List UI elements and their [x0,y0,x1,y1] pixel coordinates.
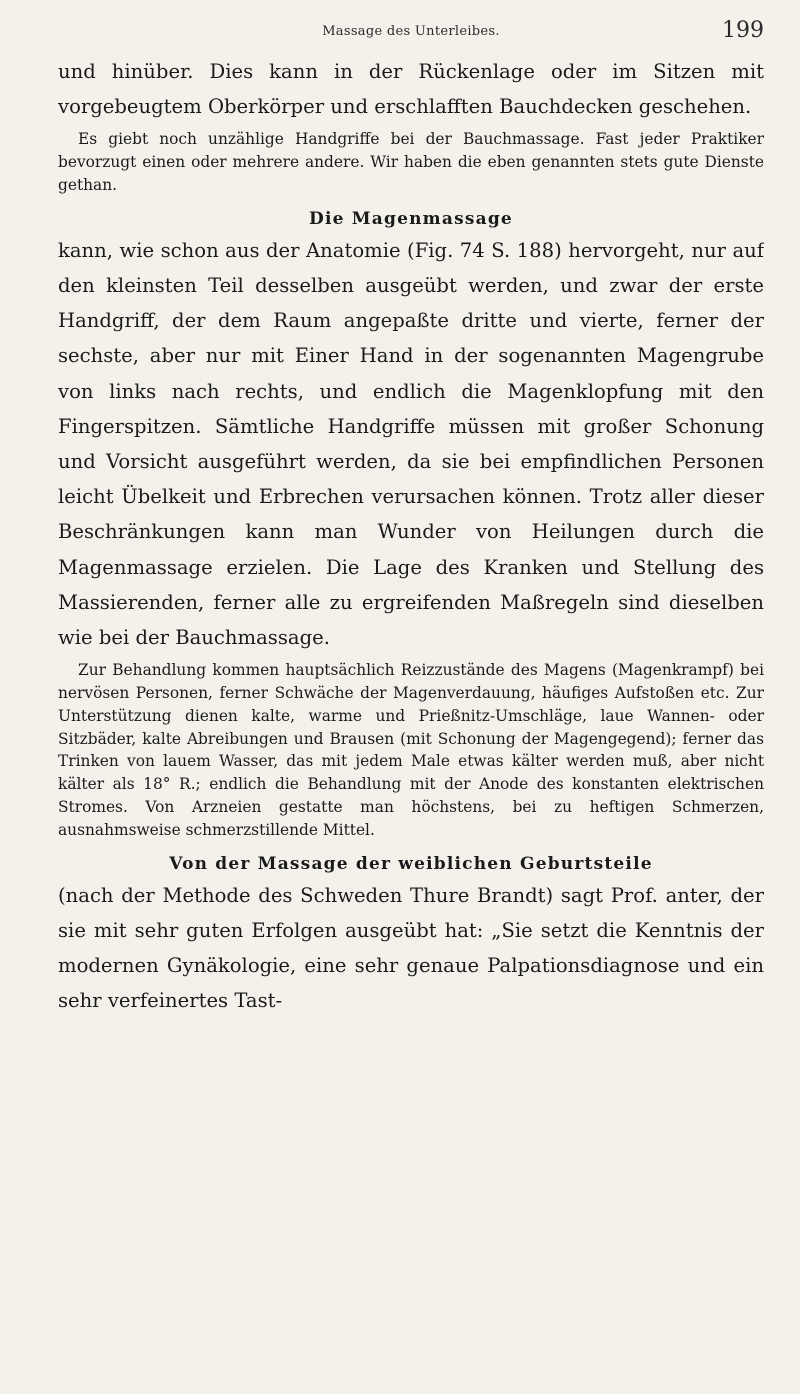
page-header [58,18,764,54]
running-title: Massage des Unterleibes. [322,24,500,39]
body-paragraph: (nach der Methode des Schweden Thure Brandt) sagt Prof. anter, der sie mit sehr guten Erfolgen ausgeübt hat: „Sie setzt die Kenntnis der modernen Gynäkologie, eine sehr genaue Palpationsdiagnose und ein sehr verfeinertes Tast- [58,883,764,1013]
book-page [58,18,764,1378]
page-number: 199 [722,18,764,43]
note-paragraph: Zur Behandlung kommen hauptsächlich Reizzustände des Magens (Magenkrampf) bei nervösen Personen, ferner Schwäche der Magenverdauung, häufiges Aufstoßen etc. Zur Unterstützung dienen kalte, warme und Prießnitz-Umschläge, laue Wannen- oder Sitzbäder, kalte Abreibungen und Brausen (mit Schonung der Magengegend); ferner das Trinken von lauem Wasser, das mit jedem Male etwas kälter werden muß, aber nicht kälter als 18° R.; endlich die Behandlung mit der Anode des konstanten elektrischen Stromes. Von Arzneien gestatte man höchstens, bei zu heftigen Schmerzen, ausnahmsweise schmerzstillende Mittel. [58,661,764,839]
body-paragraph: und hinüber. Dies kann in der Rückenlage oder im Sitzen mit vorgebeugtem Oberkörper und erschlafften Bauchdecken geschehen. [58,60,764,119]
section-heading: Die Magenmassage [309,208,513,229]
body-paragraph: kann, wie schon aus der Anatomie (Fig. 74 S. 188) hervorgeht, nur auf den kleinsten Teil desselben ausgeübt werden, und zwar der erste Handgriff, der dem Raum angepaßte dritte und vierte, ferner der sechste, aber nur mit Einer Hand in der sogenannten Magengrube von links nach rechts, und endlich die Magenklopfung mit den Fingerspitzen. Sämtliche Handgriffe müssen mit großer Schonung und Vorsicht ausgeführt werden, da sie bei empfindlichen Personen leicht Übelkeit und Erbrechen verursachen können. Trotz aller dieser Beschränkungen kann man Wunder von Heilungen durch die Magenmassage erzielen. Die Lage des Kranken und Stellung des Massierenden, ferner alle zu ergreifenden Maßregeln sind dieselben wie bei der Bauchmassage. [58,238,764,650]
section-heading: Von der Massage der weiblichen Geburtsteile [169,853,653,874]
note-paragraph: Es giebt noch unzählige Handgriffe bei der Bauchmassage. Fast jeder Praktiker bevorzugt einen oder mehrere andere. Wir haben die eben genannten stets gute Dienste gethan. [58,130,764,194]
